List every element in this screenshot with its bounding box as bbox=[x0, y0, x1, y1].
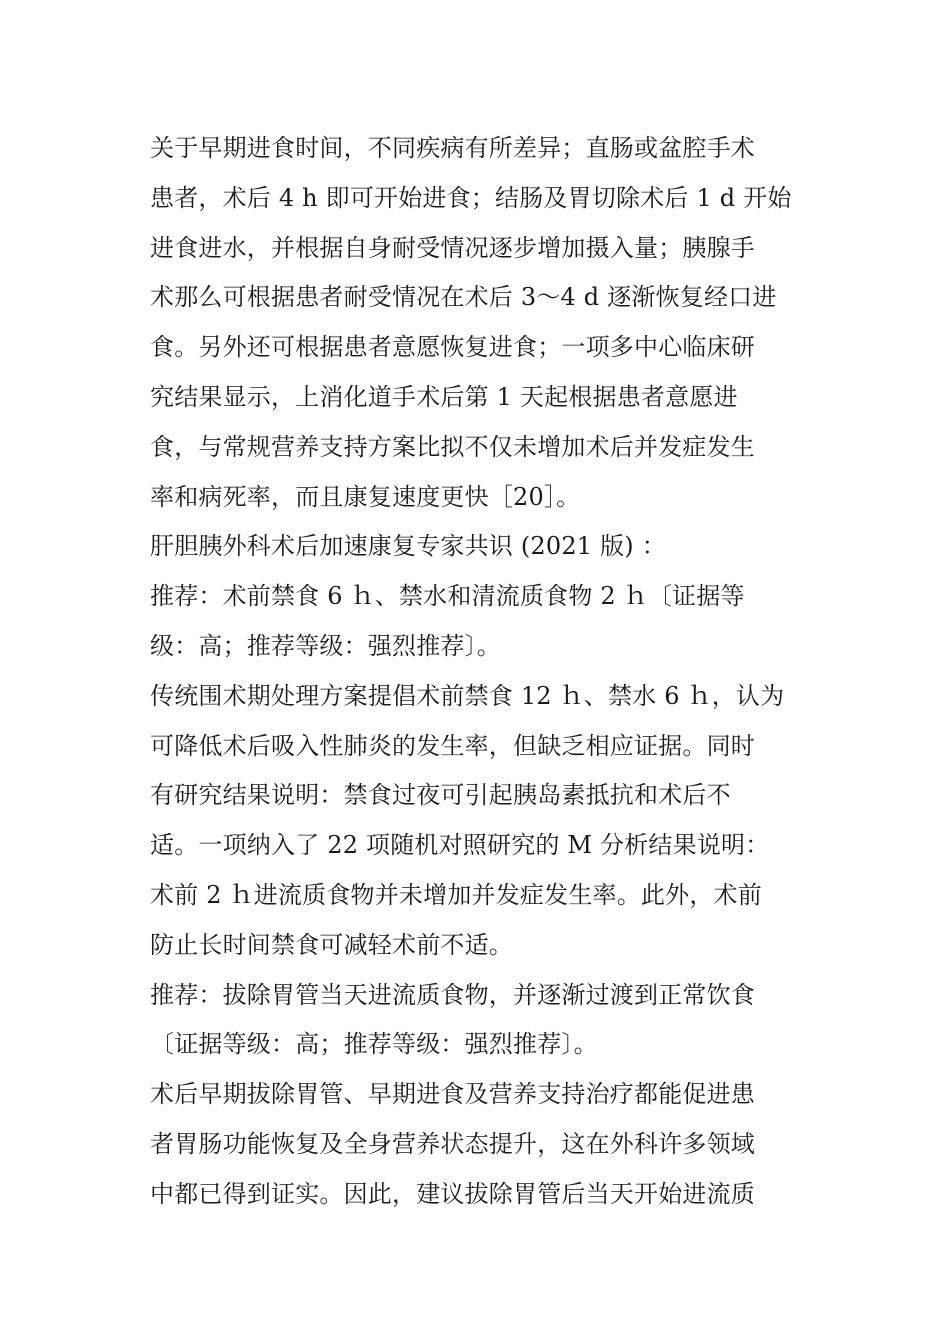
text-line: 食。另外还可根据患者意愿恢复进食；一项多中心临床研 bbox=[150, 333, 755, 362]
text-line: 究结果显示，上消化道手术后第 1 天起根据患者意愿进 bbox=[150, 382, 738, 411]
section-heading: 肝胆胰外科术后加速康复专家共识 (2021 版) ： bbox=[150, 532, 666, 561]
text-line: 术后早期拔除胃管、早期进食及营养支持治疗都能促进患 bbox=[150, 1080, 755, 1109]
body-text bbox=[150, 124, 810, 1220]
text-line: 传统围术期处理方案提倡术前禁食 12 ｈ、禁水 6 ｈ，认为 bbox=[150, 681, 785, 710]
text-line: 有研究结果说明：禁食过夜可引起胰岛素抵抗和术后不 bbox=[150, 781, 731, 810]
recommendation-line: 推荐：术前禁食 6 ｈ、禁水和清流质食物 2 ｈ〔证据等 bbox=[150, 582, 745, 611]
text-line: 率和病死率，而且康复速度更快［20］。 bbox=[150, 482, 581, 511]
text-line: 关于早期进食时间，不同疾病有所差异；直肠或盆腔手术 bbox=[150, 134, 755, 162]
recommendation-line: 级：高；推荐等级：强烈推荐〕。 bbox=[150, 631, 501, 660]
text-line: 者胃肠功能恢复及全身营养状态提升，这在外科许多领域 bbox=[150, 1129, 755, 1158]
text-line: 术那么可根据患者耐受情况在术后 3～4 d 逐渐恢复经口进 bbox=[150, 283, 777, 312]
text-line: 术前 2 ｈ进流质食物并未增加并发症发生率。此外，术前 bbox=[150, 880, 762, 909]
text-line: 进食进水，并根据自身耐受情况逐步增加摄入量；胰腺手 bbox=[150, 233, 755, 262]
text-line: 可降低术后吸入性肺炎的发生率，但缺乏相应证据。同时 bbox=[150, 731, 755, 760]
text-line: 中都已得到证实。因此，建议拔除胃管后当天开始进流质 bbox=[150, 1179, 755, 1208]
text-line: 适。一项纳入了 22 项随机对照研究的 M 分析结果说明： bbox=[150, 831, 770, 860]
text-line: 食，与常规营养支持方案比拟不仅未增加术后并发症发生 bbox=[150, 432, 755, 461]
recommendation-line: 推荐：拔除胃管当天进流质食物，并逐渐过渡到正常饮食 bbox=[150, 980, 755, 1009]
text-line: 防止长时间禁食可减轻术前不适。 bbox=[150, 930, 513, 959]
text-line: 患者，术后 4 h 即可开始进食；结肠及胃切除术后 1 d 开始 bbox=[150, 183, 792, 212]
recommendation-line: 〔证据等级：高；推荐等级：强烈推荐〕。 bbox=[150, 1030, 598, 1059]
